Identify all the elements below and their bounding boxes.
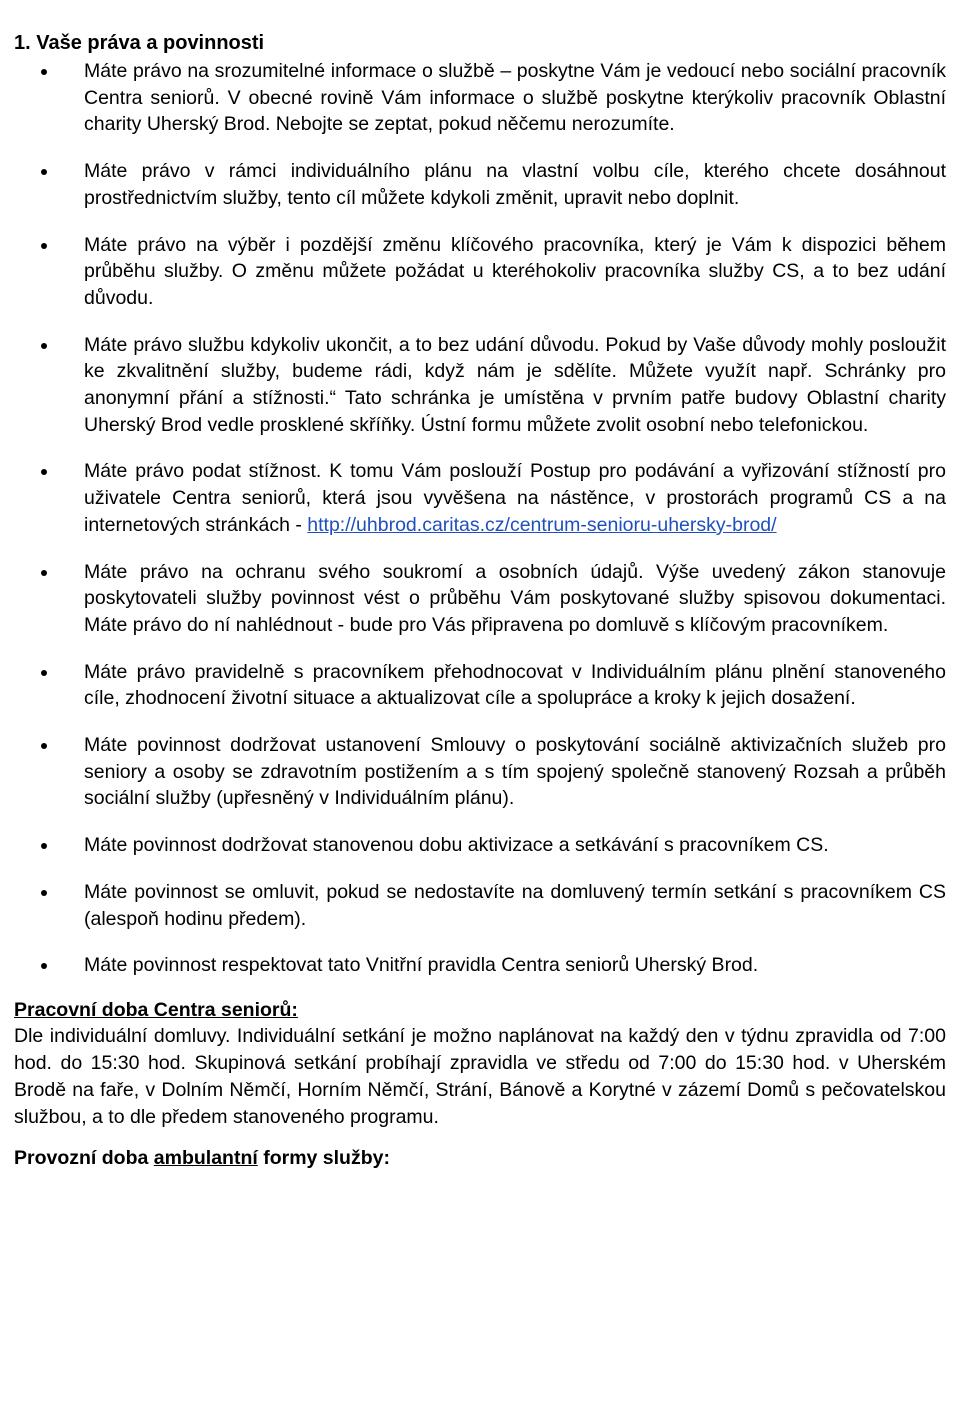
list-item: Máte právo službu kdykoliv ukončit, a to bez udání důvodu. Pokud by Vaše důvody mohly posloužit ke zkvalitnění služby, budeme rádi, když nám je sdělíte. Můžete využít např. Schránky pro anonymní přání a stížnosti.“ Tato schránka je umístěna v prvním patře budovy Oblastní charity Uherský Brod vedle prosklené skříňky. Ústní formu můžete zvolit osobní nebo telefonickou. — [14, 332, 946, 439]
list-item: Máte povinnost respektovat tato Vnitřní pravidla Centra seniorů Uherský Brod. — [14, 952, 946, 979]
list-item: Máte povinnost se omluvit, pokud se nedostavíte na domluvený termín setkání s pracovníkem CS (alespoň hodinu předem). — [14, 879, 946, 932]
working-hours-text: Dle individuální domluvy. Individuální setkání je možno naplánovat na každý den v týdnu zpravidla od 7:00 hod. do 15:30 hod. Skupinová setkání probíhají zpravidla ve středu od 7:00 do 15:30 hod. v Uherském Brodě na faře, v Dolním Němčí, Horním Němčí, Strání, Bánově a Korytné v zázemí Domů s pečovatelskou službou, a to dle předem stanoveného programu. — [14, 1024, 946, 1128]
bullet-icon — [41, 169, 47, 175]
bullet-icon — [41, 670, 47, 676]
bullet-icon — [41, 469, 47, 475]
operating-hours-title: Provozní doba ambulantní formy služby: — [14, 1146, 390, 1169]
bullet-icon — [41, 843, 47, 849]
section-heading: 1. Vaše práva a povinnosti — [14, 32, 265, 54]
list-item: Máte právo na srozumitelné informace o službě – poskytne Vám je vedoucí nebo sociální pracovník Centra seniorů. V obecné rovině Vám informace o službě poskytne kterýkoliv pracovník Oblastní charity Uherský Brod. Nebojte se zeptat, pokud něčemu nerozumíte. — [14, 58, 946, 138]
working-hours-title: Pracovní doba Centra seniorů: — [14, 998, 298, 1021]
list-item: Máte povinnost dodržovat ustanovení Smlouvy o poskytování sociálně aktivizačních služeb pro seniory a osoby se zdravotním postižením a s tím spojený společně stanovený Rozsah a průběh sociální služby (upřesněný v Individuálním plánu). — [14, 732, 946, 812]
list-item: Máte právo v rámci individuálního plánu na vlastní volbu cíle, kterého chcete dosáhnout prostřednictvím služby, tento cíl můžete kdykoli změnit, upravit nebo doplnit. — [14, 158, 946, 211]
complaints-link[interactable]: http://uhbrod.caritas.cz/centrum-senioru-uhersky-brod/ — [307, 513, 777, 536]
bullet-icon — [41, 69, 47, 75]
bullet-icon — [41, 743, 47, 749]
bullet-icon — [41, 243, 47, 249]
list-item: Máte právo na ochranu svého soukromí a osobních údajů. Výše uvedený zákon stanovuje poskytovateli služby povinnost vést o průběhu Vám poskytované služby spisovou dokumentaci. Máte právo do ní nahlédnout - bude pro Vás připravena po domluvě s klíčovým pracovníkem. — [14, 559, 946, 639]
rights-list — [14, 58, 946, 979]
bullet-icon — [41, 570, 47, 576]
list-item: Máte povinnost dodržovat stanovenou dobu aktivizace a setkávání s pracovníkem CS. — [14, 832, 946, 859]
list-item: Máte právo na výběr i pozdější změnu klíčového pracovníka, který je Vám k dispozici během průběhu služby. O změnu můžete požádat u kteréhokoliv pracovníka služby CS, a to bez udání důvodu. — [14, 232, 946, 312]
list-item: Máte právo podat stížnost. K tomu Vám poslouží Postup pro podávání a vyřizování stížností pro uživatele Centra seniorů, která jsou vyvěšena na nástěnce, v prostorách programů CS a na internetových stránkách - http://uhbrod.caritas.cz/centrum-senioru-uhersky-brod/ — [14, 458, 946, 538]
bullet-icon — [41, 963, 47, 969]
list-item: Máte právo pravidelně s pracovníkem přehodnocovat v Individuálním plánu plnění stanoveného cíle, zhodnocení životní situace a aktualizovat cíle a spolupráce a kroky k jejich dosažení. — [14, 659, 946, 712]
bullet-icon — [41, 343, 47, 349]
bullet-icon — [41, 890, 47, 896]
